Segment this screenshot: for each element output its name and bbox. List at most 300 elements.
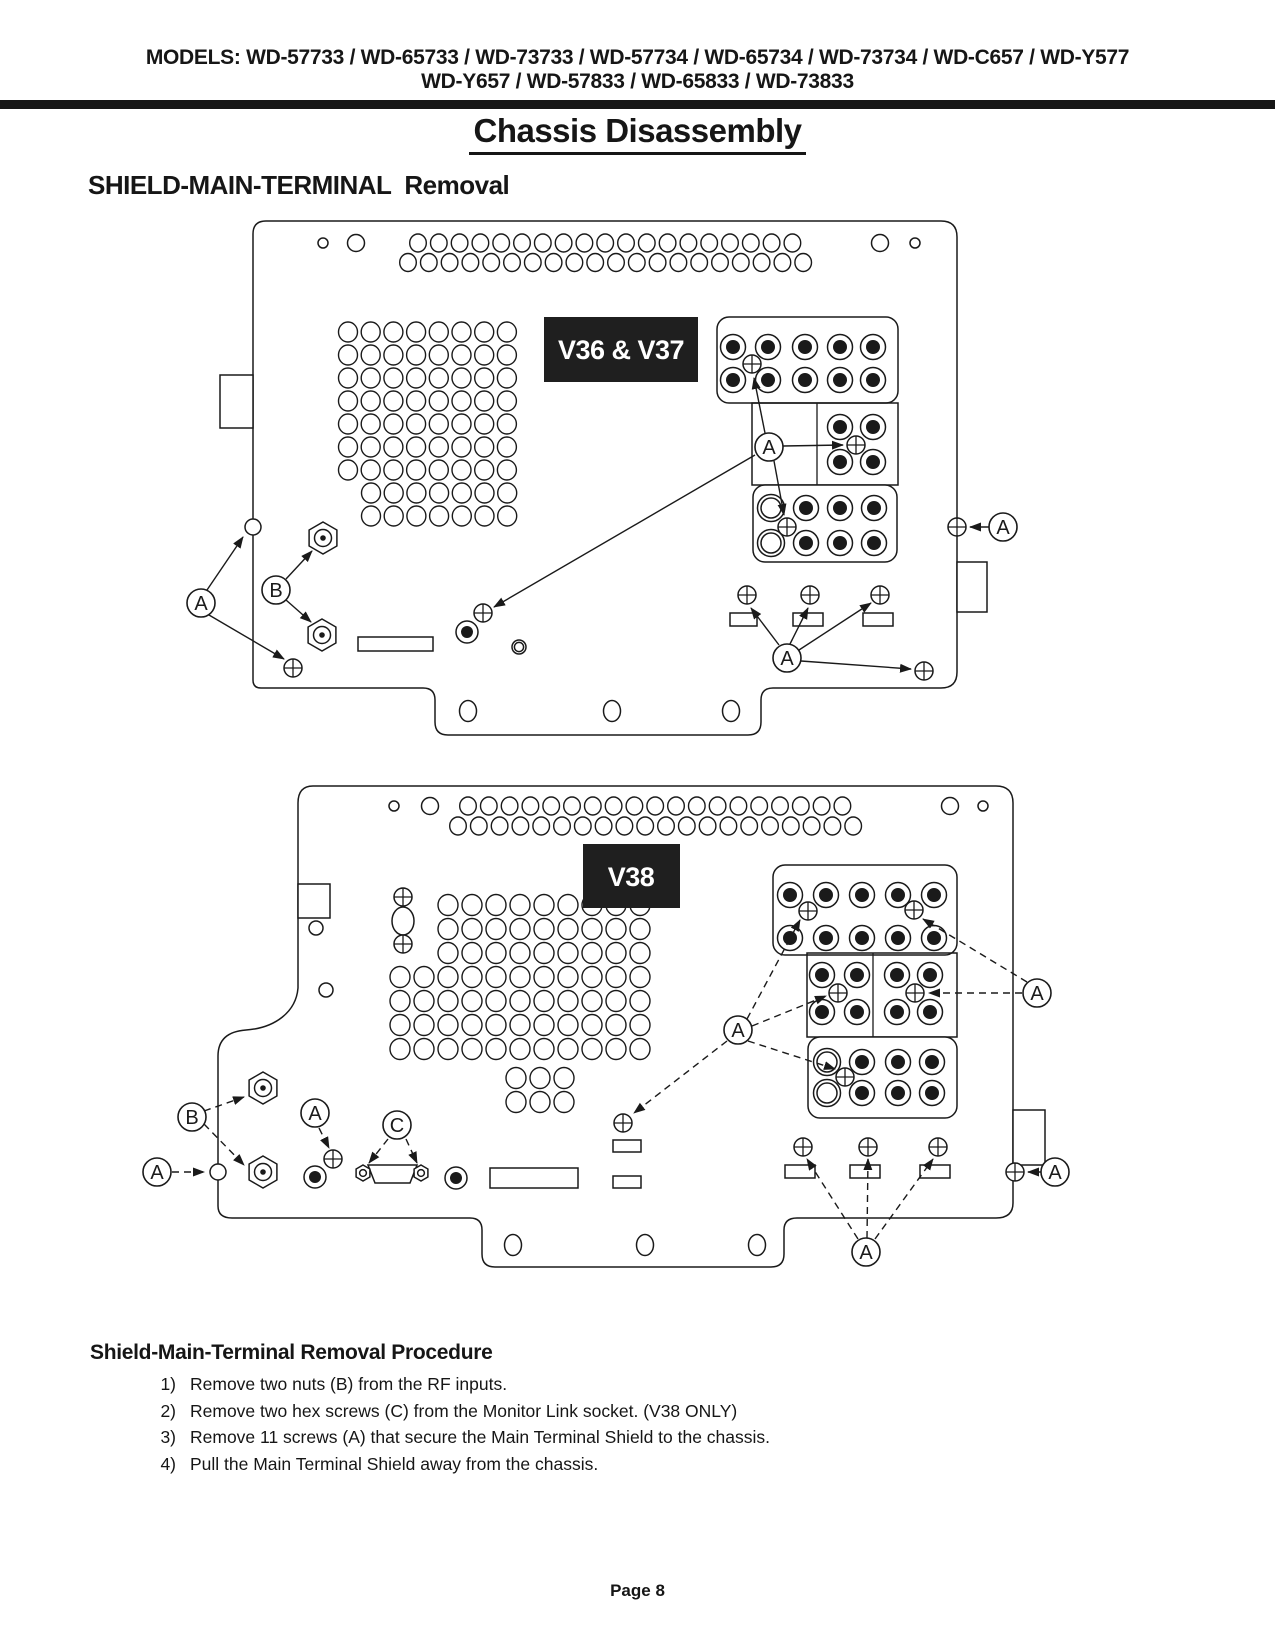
vent-hole <box>543 797 560 815</box>
rca-jack <box>922 883 947 908</box>
vent-hole <box>510 919 530 940</box>
rca-jack <box>794 531 819 556</box>
rf-nut-b <box>249 1156 277 1188</box>
vent-hole <box>689 797 706 815</box>
rca-jack <box>778 883 803 908</box>
vent-hole <box>486 991 506 1012</box>
svg-text:C: C <box>389 1115 405 1137</box>
vent-hole <box>400 254 417 272</box>
vent-hole <box>730 797 747 815</box>
callout-a <box>755 433 783 461</box>
vent-hole <box>430 506 449 526</box>
vent-hole <box>429 437 448 457</box>
vent-hole <box>582 1039 602 1060</box>
vent-hole <box>362 483 381 503</box>
vent-hole <box>462 919 482 940</box>
procedure-item-number: 4) <box>160 1453 176 1474</box>
vent-hole <box>605 797 622 815</box>
vent-hole <box>486 1039 506 1060</box>
vent-hole <box>587 254 604 272</box>
procedure-item <box>90 1398 1090 1425</box>
rca-jack <box>810 963 835 988</box>
vent-hole <box>582 943 602 964</box>
procedure-item <box>90 1371 1090 1398</box>
vent-hole <box>339 322 358 342</box>
vent-hole <box>630 919 650 940</box>
screw-a <box>738 586 756 604</box>
vent-hole <box>783 817 800 835</box>
vent-hole <box>414 991 434 1012</box>
vent-hole <box>384 483 403 503</box>
procedure-section <box>90 1341 1090 1477</box>
vent-hole <box>384 391 403 411</box>
vent-hole <box>429 391 448 411</box>
vent-hole <box>438 919 458 940</box>
vent-hole <box>410 234 427 252</box>
vent-hole <box>497 437 516 457</box>
diagram2-label: V38 <box>607 862 655 892</box>
vent-hole <box>545 254 562 272</box>
vent-hole <box>606 991 626 1012</box>
vent-hole <box>530 1068 550 1089</box>
callout-a <box>1041 1158 1069 1186</box>
rca-jack <box>828 368 853 393</box>
vent-hole <box>534 967 554 988</box>
svg-text:A: A <box>859 1242 873 1264</box>
vent-hole <box>522 797 539 815</box>
vent-hole <box>384 414 403 434</box>
vent-hole <box>362 506 381 526</box>
vent-hole <box>339 391 358 411</box>
vent-hole <box>493 234 510 252</box>
vent-hole <box>475 322 494 342</box>
vent-hole <box>533 817 550 835</box>
callout-c <box>383 1111 411 1139</box>
callout-b <box>178 1103 206 1131</box>
edge-screw-notch <box>210 1164 226 1180</box>
vent-hole <box>741 817 758 835</box>
rf-nut-b <box>309 522 337 554</box>
rca-jack <box>721 335 746 360</box>
procedure-item <box>90 1424 1090 1451</box>
vent-hole <box>462 967 482 988</box>
rca-jack <box>861 368 886 393</box>
screw-a <box>859 1138 877 1156</box>
vent-hole <box>407 322 426 342</box>
vent-hole <box>407 391 426 411</box>
screw-a <box>929 1138 947 1156</box>
vent-hole <box>845 817 862 835</box>
vent-hole <box>803 817 820 835</box>
procedure-item-text: Remove 11 screws (A) that secure the Main Terminal Shield to the chassis. <box>190 1427 771 1448</box>
procedure-item-text: Remove two nuts (B) from the RF inputs. <box>190 1374 508 1394</box>
rca-jack <box>886 1081 911 1106</box>
screw-a <box>915 662 933 680</box>
vent-hole <box>510 1039 530 1060</box>
svg-text:A: A <box>762 437 776 459</box>
rca-jack <box>756 368 781 393</box>
vent-hole <box>452 322 471 342</box>
vent-hole <box>510 967 530 988</box>
vent-hole <box>407 506 426 526</box>
vent-hole <box>793 797 810 815</box>
slot <box>358 637 433 651</box>
screw-a <box>324 1150 342 1168</box>
vent-hole <box>407 368 426 388</box>
rca-jack <box>810 1000 835 1025</box>
callout-a <box>301 1099 329 1127</box>
vent-hole <box>795 254 812 272</box>
rca-jack <box>886 926 911 951</box>
vent-hole <box>558 991 578 1012</box>
vent-hole <box>510 991 530 1012</box>
vent-hole <box>486 895 506 916</box>
rca-jack <box>886 1050 911 1075</box>
vent-hole <box>414 1015 434 1036</box>
procedure-item-text: Remove two hex screws (C) from the Monitor Link socket. (V38 ONLY) <box>190 1400 738 1421</box>
vent-hole <box>575 817 592 835</box>
rf-nut-b <box>249 1072 277 1104</box>
vent-hole <box>824 817 841 835</box>
vent-hole <box>486 919 506 940</box>
vent-hole <box>462 991 482 1012</box>
screw-a <box>284 659 302 677</box>
section-heading: SHIELD-MAIN-TERMINAL Removal <box>88 170 510 200</box>
screw-a <box>906 984 924 1002</box>
vent-hole <box>630 1039 650 1060</box>
vent-hole <box>497 391 516 411</box>
rca-jack <box>828 531 853 556</box>
jack-panel-top <box>773 865 957 955</box>
screw-a <box>948 518 966 536</box>
rca-jack <box>828 450 853 475</box>
screw-a <box>743 355 761 373</box>
vent-hole <box>534 1015 554 1036</box>
right-edge-tab <box>1013 1110 1045 1165</box>
vent-hole <box>475 345 494 365</box>
vent-hole <box>339 345 358 365</box>
vent-hole <box>339 460 358 480</box>
vent-hole <box>576 234 593 252</box>
diagram1-label: V36 & V37 <box>557 335 685 365</box>
models-line-2: WD-Y657 / WD-57833 / WD-65833 / WD-73833 <box>421 70 854 93</box>
vent-hole <box>497 322 516 342</box>
vent-hole <box>558 919 578 940</box>
procedure-item-number: 1) <box>160 1374 176 1394</box>
vent-hole <box>414 967 434 988</box>
rca-jack <box>885 963 910 988</box>
rca-jack <box>918 1000 943 1025</box>
vent-hole <box>606 967 626 988</box>
rca-jack <box>828 496 853 521</box>
svg-text:A: A <box>308 1103 322 1125</box>
vent-hole <box>691 254 708 272</box>
vent-hole <box>784 234 801 252</box>
vent-hole <box>339 437 358 457</box>
vent-hole <box>438 1039 458 1060</box>
vent-hole <box>554 1092 574 1113</box>
vent-hole <box>472 234 489 252</box>
svg-text:B: B <box>185 1107 199 1129</box>
vent-hole <box>506 1068 526 1089</box>
left-edge-notch <box>298 884 330 918</box>
rca-jack <box>828 335 853 360</box>
vent-hole <box>390 991 410 1012</box>
svg-text:A: A <box>780 648 794 670</box>
vent-hole <box>438 991 458 1012</box>
vent-hole <box>558 895 578 916</box>
vent-hole <box>834 797 851 815</box>
vent-hole <box>534 919 554 940</box>
procedure-item-text: Pull the Main Terminal Shield away from the chassis. <box>190 1453 599 1474</box>
vent-hole <box>649 254 666 272</box>
svg-text:A: A <box>194 593 208 615</box>
vent-hole <box>475 483 494 503</box>
rca-jack <box>922 926 947 951</box>
vent-hole <box>733 254 750 272</box>
vent-hole <box>481 797 498 815</box>
component-jack <box>814 1049 841 1076</box>
vent-hole <box>753 254 770 272</box>
vent-hole <box>483 254 500 272</box>
vent-hole <box>384 506 403 526</box>
vent-hole <box>498 483 517 503</box>
callout-a <box>1023 979 1051 1007</box>
vent-hole <box>462 943 482 964</box>
vent-hole <box>452 460 471 480</box>
vent-hole <box>512 817 529 835</box>
vent-hole <box>438 967 458 988</box>
svg-text:B: B <box>269 580 283 602</box>
vent-hole <box>452 414 471 434</box>
vent-hole <box>361 322 380 342</box>
vent-hole <box>566 254 583 272</box>
rca-jack <box>793 368 818 393</box>
rca-jack <box>862 496 887 521</box>
vent-hole <box>431 234 448 252</box>
vent-hole <box>629 254 646 272</box>
screw-black <box>445 1167 467 1189</box>
vent-hole <box>608 254 625 272</box>
vent-hole <box>486 1015 506 1036</box>
vent-hole <box>501 797 518 815</box>
vent-hole <box>762 817 779 835</box>
vent-hole <box>452 345 471 365</box>
vent-hole <box>618 234 635 252</box>
vent-hole <box>429 414 448 434</box>
vent-hole <box>534 895 554 916</box>
vent-hole <box>475 506 494 526</box>
screw-a <box>474 604 492 622</box>
svg-text:A: A <box>1048 1162 1062 1184</box>
vent-hole <box>506 1092 526 1113</box>
vent-hole <box>535 234 552 252</box>
vent-hole <box>534 943 554 964</box>
vent-hole <box>699 817 716 835</box>
rca-jack <box>861 415 886 440</box>
vent-hole <box>722 234 739 252</box>
vent-hole <box>384 322 403 342</box>
chassis-outline-1 <box>253 221 957 735</box>
vent-hole <box>772 797 789 815</box>
vent-hole <box>460 797 477 815</box>
vent-hole <box>774 254 791 272</box>
rca-jack <box>850 1050 875 1075</box>
vent-hole <box>390 1015 410 1036</box>
vent-hole <box>407 437 426 457</box>
vent-hole <box>554 1068 574 1089</box>
vent-hole <box>407 460 426 480</box>
callout-a <box>773 644 801 672</box>
small-hole <box>309 921 323 935</box>
vent-hole <box>763 234 780 252</box>
screw-a <box>829 984 847 1002</box>
callout-a <box>852 1238 880 1266</box>
vent-hole <box>414 1039 434 1060</box>
rca-jack <box>861 450 886 475</box>
diagram-v36-v37 <box>187 221 1017 735</box>
edge-screw-notch <box>245 519 261 535</box>
vent-hole <box>462 254 479 272</box>
vent-hole <box>606 943 626 964</box>
rca-jack <box>861 335 886 360</box>
vent-hole <box>606 1039 626 1060</box>
vent-hole <box>390 1039 410 1060</box>
vent-hole <box>438 895 458 916</box>
vent-hole <box>384 345 403 365</box>
callout-a <box>143 1158 171 1186</box>
vent-hole <box>452 506 471 526</box>
screw-black <box>456 621 478 643</box>
small-hole <box>512 640 526 654</box>
screw-a <box>778 518 796 536</box>
rca-jack <box>850 883 875 908</box>
vent-hole <box>430 483 449 503</box>
vent-hole <box>339 414 358 434</box>
vent-hole <box>709 797 726 815</box>
vent-hole <box>407 345 426 365</box>
vent-hole <box>438 943 458 964</box>
rca-jack <box>845 1000 870 1025</box>
small-hole <box>319 983 333 997</box>
vent-hole <box>429 322 448 342</box>
vent-hole <box>630 943 650 964</box>
procedure-item-number: 2) <box>160 1400 176 1421</box>
vent-hole <box>668 797 685 815</box>
vent-hole <box>606 1015 626 1036</box>
vent-hole <box>530 1092 550 1113</box>
screw-black <box>304 1166 326 1188</box>
procedure-heading: Shield-Main-Terminal Removal Procedure <box>90 1341 493 1364</box>
screw-a <box>801 586 819 604</box>
procedure-item-number: 3) <box>160 1427 176 1448</box>
vent-hole <box>486 943 506 964</box>
vent-hole <box>616 817 633 835</box>
left-edge-tab <box>220 375 253 428</box>
vent-hole <box>510 895 530 916</box>
vent-hole <box>438 1015 458 1036</box>
screw-a <box>794 1138 812 1156</box>
vent-hole <box>626 797 643 815</box>
vent-hole <box>585 797 602 815</box>
vent-hole <box>452 391 471 411</box>
vent-hole <box>486 967 506 988</box>
vent-hole <box>462 1015 482 1036</box>
screw-small <box>394 935 412 953</box>
vent-hole <box>564 797 581 815</box>
vent-hole <box>475 368 494 388</box>
vent-hole <box>361 437 380 457</box>
jack-panel-bottom <box>753 485 897 562</box>
vent-hole <box>558 967 578 988</box>
models-line-1: MODELS: WD-57733 / WD-65733 / WD-73733 / WD-57734 / WD-65734 / WD-73734 / WD-C657 / WD-Y577 <box>145 46 1130 69</box>
vent-hole <box>451 234 468 252</box>
vent-hole <box>658 817 675 835</box>
slot-long <box>490 1168 578 1188</box>
vent-hole <box>361 345 380 365</box>
vent-hole <box>450 817 467 835</box>
vent-hole <box>475 437 494 457</box>
vent-hole <box>339 368 358 388</box>
vent-hole <box>630 1015 650 1036</box>
rca-jack <box>756 335 781 360</box>
right-edge-tab <box>957 562 987 612</box>
vent-hole <box>630 991 650 1012</box>
vent-hole <box>510 1015 530 1036</box>
rca-jack <box>920 1081 945 1106</box>
rca-jack <box>778 926 803 951</box>
vent-hole <box>462 1039 482 1060</box>
vent-hole <box>525 254 542 272</box>
vent-hole <box>491 817 508 835</box>
vent-hole <box>475 460 494 480</box>
vent-hole <box>384 460 403 480</box>
diagram-v38 <box>143 786 1069 1267</box>
rca-jack <box>814 926 839 951</box>
rca-jack <box>885 1000 910 1025</box>
vent-hole <box>510 943 530 964</box>
vent-hole <box>582 991 602 1012</box>
vent-hole <box>429 345 448 365</box>
vent-hole <box>595 817 612 835</box>
vent-hole <box>429 460 448 480</box>
rca-jack <box>862 531 887 556</box>
rca-jack <box>920 1050 945 1075</box>
vent-hole <box>558 1039 578 1060</box>
rca-jack <box>814 883 839 908</box>
vent-hole <box>743 234 760 252</box>
hex-screw-c <box>356 1165 370 1181</box>
rca-jack <box>793 335 818 360</box>
vent-hole <box>462 895 482 916</box>
vent-hole <box>497 345 516 365</box>
svg-text:A: A <box>150 1162 164 1184</box>
vent-hole <box>582 1015 602 1036</box>
vent-hole <box>497 368 516 388</box>
vent-hole <box>452 368 471 388</box>
vent-hole <box>475 391 494 411</box>
vent-hole <box>679 817 696 835</box>
jack-panel-top <box>717 317 898 403</box>
rca-jack <box>918 963 943 988</box>
vent-hole <box>582 919 602 940</box>
vent-hole <box>407 414 426 434</box>
vent-hole <box>659 234 676 252</box>
screw-a <box>614 1114 632 1132</box>
page-title: Chassis Disassembly <box>469 112 805 155</box>
slot <box>613 1140 641 1152</box>
vent-hole <box>471 817 488 835</box>
